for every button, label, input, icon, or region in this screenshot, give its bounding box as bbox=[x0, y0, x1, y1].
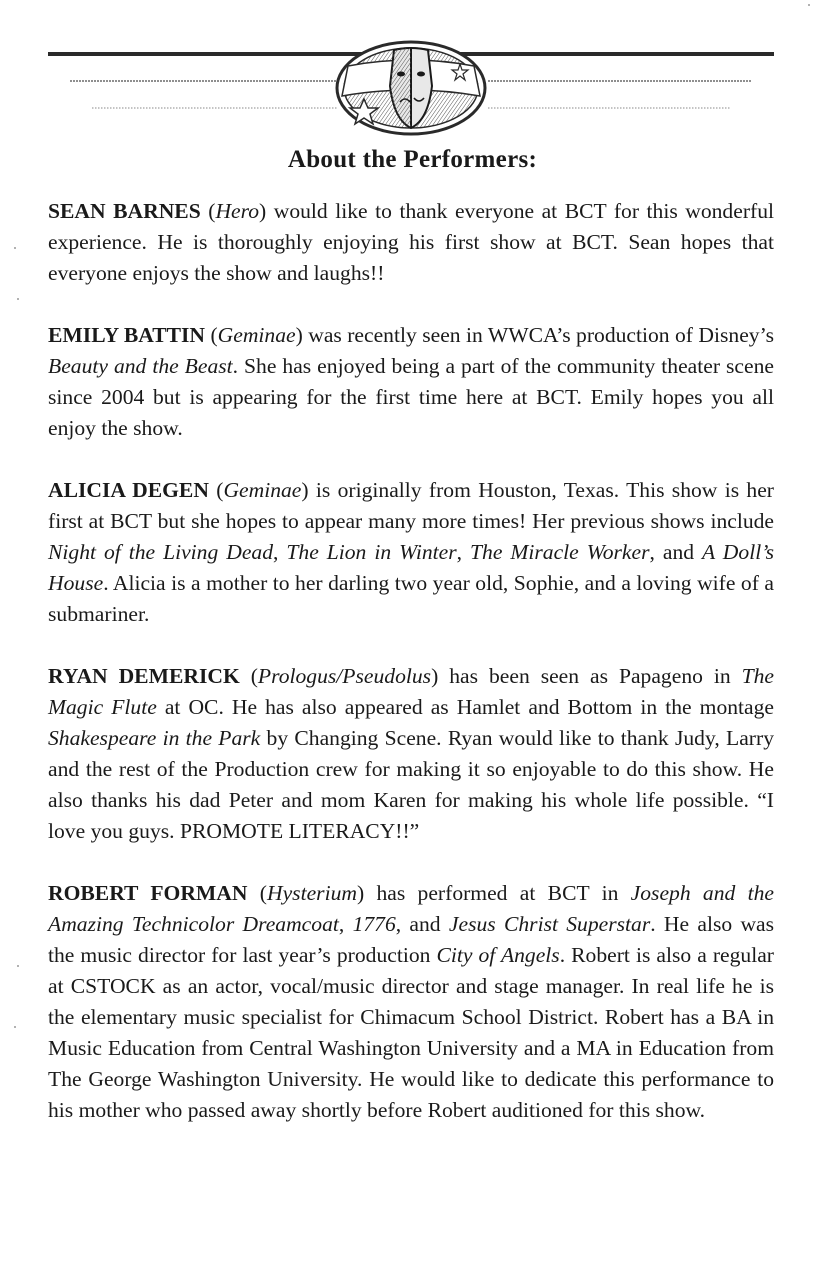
show-title: City of Angels bbox=[436, 943, 560, 967]
bio-text: has been seen as Papageno in bbox=[449, 664, 742, 688]
bio-text: . Alicia is a mother to her darling two year old, Sophie, and a loving wife of a submariner. bbox=[48, 571, 774, 626]
bio-text: , bbox=[456, 540, 471, 564]
bio-text: has performed at BCT in bbox=[376, 881, 631, 905]
show-title: The Lion in Winter bbox=[286, 540, 457, 564]
show-title: 1776 bbox=[352, 912, 396, 936]
show-title: Beauty and the Beast bbox=[48, 354, 233, 378]
scan-speck bbox=[17, 965, 19, 967]
show-title: Jesus Christ Superstar bbox=[448, 912, 651, 936]
show-title: Joseph and the Amazing Technicolor Dreamcoat bbox=[48, 881, 775, 936]
bio-text: is originally from Houston, Texas. This show is her first at BCT but she hopes to appear many more times! Her previous shows include bbox=[48, 478, 774, 533]
performer-bio: SEAN BARNES (Hero) would like to thank everyone at BCT for this wonderful experience. He is thoroughly enjoying his first show at BCT. Sean hopes that everyone enjoys the show and laughs!! bbox=[48, 199, 774, 285]
show-title: The Magic Flute bbox=[48, 664, 775, 719]
performer-name: SEAN BARNES bbox=[48, 199, 201, 223]
bio-text: , bbox=[338, 912, 353, 936]
theater-masks-emblem bbox=[48, 36, 774, 140]
performer-bio: EMILY BATTIN (Geminae) was recently seen in WWCA’s production of Disney’s Beauty and the Beast. She has enjoyed being a part of the community theater scene since 2004 but is appearing for the first time here at BCT. Emily hopes you all enjoy the show. bbox=[48, 323, 775, 440]
bio-text: . She has enjoyed being a part of the community theater scene since 2004 but is appearing for the first time here at BCT. Emily hopes you all enjoy the show. bbox=[48, 354, 774, 440]
scan-speck bbox=[17, 298, 19, 300]
performer-role: Hero bbox=[215, 199, 260, 223]
performer-name: EMILY BATTIN bbox=[48, 323, 206, 347]
performer-role: Prologus/Pseudolus bbox=[257, 664, 432, 688]
performer-bio: ROBERT FORMAN (Hysterium) has performed at BCT in Joseph and the Amazing Technicolor Dreamcoat, 1776, and Jesus Christ Superstar. He also was the music director for last year’s production City of Angels. Robert is also a regular at CSTOCK as an actor, vocal/music director and stage manager. In real life he is the elementary music specialist for Chimacum School District. Robert has a BA in Music Education from Central Washington University and a MA in Education from The George Washington University. He would like to dedicate this performance to his mother who passed away shortly before Robert auditioned for this show. bbox=[48, 881, 775, 1122]
performer-role: Geminae bbox=[223, 478, 302, 502]
bio-text: by Changing Scene. Ryan would like to thank Judy, Larry and the rest of the Production crew for making it so enjoyable to do this show. He also thanks his dad Peter and mom Karen for making his whole life possible. “I love you guys. PROMOTE LITERACY!!” bbox=[48, 726, 774, 843]
bio-text: , and bbox=[649, 540, 703, 564]
bio-text: was recently seen in WWCA’s production of Disney’s bbox=[308, 323, 775, 347]
bio-text: would like to thank everyone at BCT for this wonderful experience. He is thoroughly enjoying his first show at BCT. Sean hopes that everyone enjoys the show and laughs!! bbox=[48, 199, 774, 285]
performer-name: RYAN DEMERICK bbox=[48, 664, 240, 688]
bio-text: . Robert is also a regular at CSTOCK as an actor, vocal/music director and stage manager. In real life he is the elementary music specialist for Chimacum School District. Robert has a BA in Music Education from Central Washington University and a MA in Education from The George Washington University. He would like to dedicate this performance to his mother who passed away shortly before Robert auditioned for this show. bbox=[48, 943, 774, 1122]
bio-text: . He also was the music director for last year’s production bbox=[48, 912, 775, 967]
show-title: Shakespeare in the Park bbox=[48, 726, 261, 750]
performer-bio: ALICIA DEGEN (Geminae) is originally from Houston, Texas. This show is her first at BCT but she hopes to appear many more times! Her previous shows include Night of the Living Dead, The Lion in Winter, The Miracle Worker, and A Doll’s House. Alicia is a mother to her darling two year old, Sophie, and a loving wife of a submariner. bbox=[48, 478, 775, 626]
scan-speck bbox=[14, 1026, 16, 1028]
performer-name: ROBERT FORMAN bbox=[48, 881, 248, 905]
performer-bio: RYAN DEMERICK (Prologus/Pseudolus) has been seen as Papageno in The Magic Flute at OC. He has also appeared as Hamlet and Bottom in the montage Shakespeare in the Park by Changing Scene. Ryan would like to thank Judy, Larry and the rest of the Production crew for making it so enjoyable to do this show. He also thanks his dad Peter and mom Karen for making his whole life possible. “I love you guys. PROMOTE LITERACY!!” bbox=[48, 664, 775, 843]
show-title: A Doll’s House bbox=[48, 540, 775, 595]
performer-name: ALICIA DEGEN bbox=[48, 478, 209, 502]
performer-role: Hysterium bbox=[267, 881, 357, 905]
show-title: Night of the Living Dead bbox=[48, 540, 274, 564]
bio-text: , bbox=[273, 540, 287, 564]
bio-text: at OC. He has also appeared as Hamlet and Bottom in the montage bbox=[156, 695, 774, 719]
show-title: The Miracle Worker bbox=[470, 540, 650, 564]
bio-text: , and bbox=[395, 912, 449, 936]
scan-speck bbox=[808, 4, 810, 6]
performer-bios bbox=[48, 196, 774, 1157]
scan-speck bbox=[14, 247, 16, 249]
page-title: About the Performers: bbox=[287, 146, 538, 173]
performer-role: Geminae bbox=[217, 323, 296, 347]
